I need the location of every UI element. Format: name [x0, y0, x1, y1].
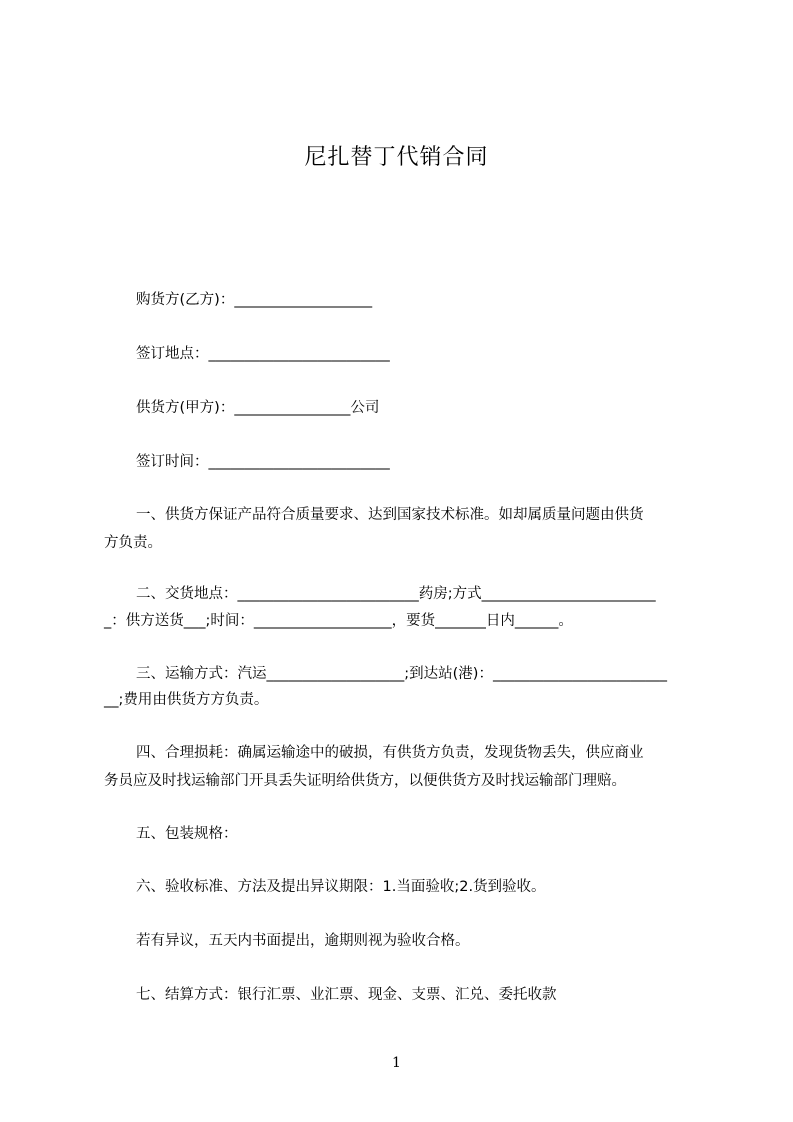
supplier-field: 供货方(甲方)：________________公司 — [136, 400, 380, 416]
clause-2-line-2: _：供方送货___;时间：___________________，要货_______日内______。 — [104, 613, 573, 629]
clause-5: 五、包装规格： — [136, 826, 238, 842]
clause-6: 六、验收标准、方法及提出异议期限：1.当面验收;2.货到验收。 — [136, 879, 546, 895]
clause-1-line-2: 方负责。 — [104, 535, 162, 551]
clause-2-line-1: 二、交货地点：_________________________药房;方式________________________ — [136, 586, 656, 602]
signing-place-field: 签订地点：_________________________ — [136, 346, 390, 362]
clause-1-line-1: 一、供货方保证产品符合质量要求、达到国家技术标准。如却属质量问题由供货 — [136, 507, 644, 523]
clause-3-line-1: 三、运输方式：汽运___________________;到达站(港)：________________________ — [136, 666, 667, 682]
signing-time-field: 签订时间：_________________________ — [136, 454, 390, 470]
buyer-field: 购货方(乙方)：___________________ — [136, 292, 373, 308]
clause-7: 七、结算方式：银行汇票、业汇票、现金、支票、汇兑、委托收款 — [136, 987, 557, 1003]
clause-4-line-1: 四、合理损耗：确属运输途中的破损，有供货方负责，发现货物丢失，供应商业 — [136, 745, 644, 761]
document-title: 尼扎替丁代销合同 — [304, 145, 489, 170]
clause-3-line-2: __;费用由供货方方负责。 — [104, 692, 269, 708]
clause-4-line-2: 务员应及时找运输部门开具丢失证明给供货方，以便供货方及时找运输部门理赔。 — [104, 773, 626, 789]
clause-6-note: 若有异议，五天内书面提出，逾期则视为验收合格。 — [136, 933, 470, 949]
page-number: 1 — [392, 1055, 401, 1071]
